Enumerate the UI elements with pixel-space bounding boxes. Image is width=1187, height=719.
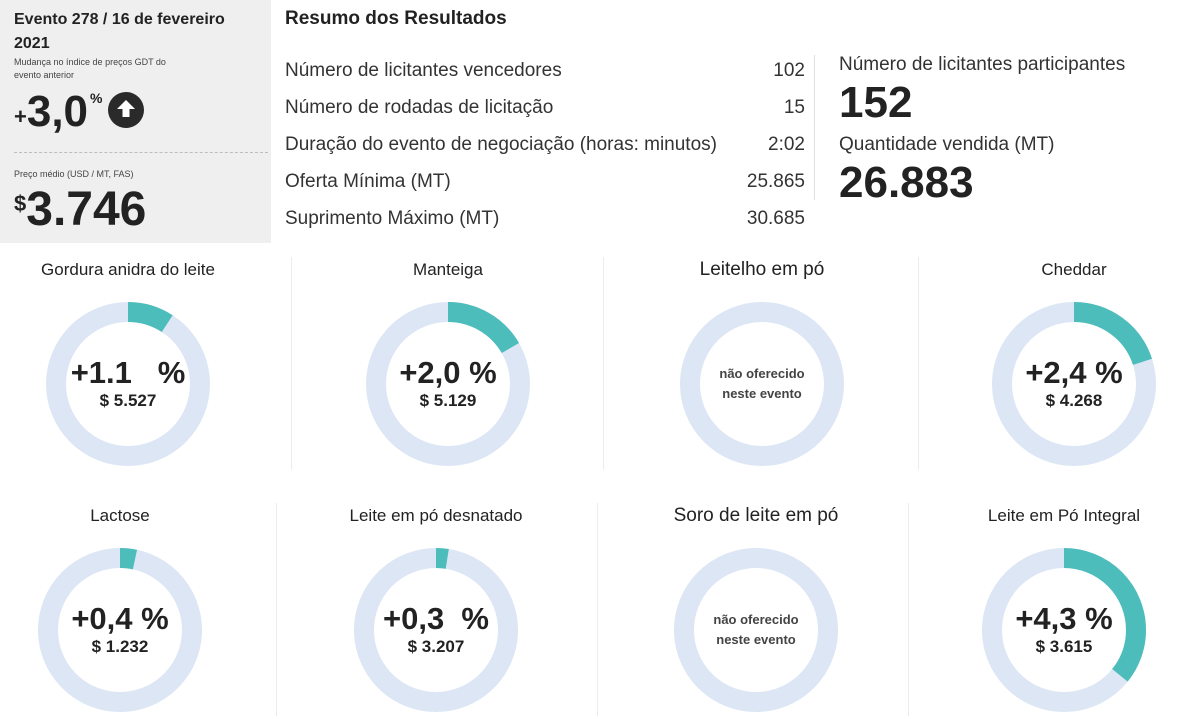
summary-row bbox=[285, 52, 805, 89]
change-value: 3,0 bbox=[26, 87, 89, 136]
price-currency: $ bbox=[14, 191, 27, 216]
sold-value: 26.883 bbox=[839, 158, 974, 207]
results-summary bbox=[285, 8, 805, 237]
product-price: $ 4.268 bbox=[1045, 391, 1103, 410]
change-label: Mudança no índice de preços GDT do evento anterior bbox=[14, 57, 166, 80]
product-change: +2,4 % bbox=[1025, 355, 1123, 390]
index-change bbox=[14, 88, 257, 136]
not-offered-line: não oferecido bbox=[713, 612, 799, 627]
product-change: +2,0 % bbox=[399, 355, 497, 390]
product-change: +0,4 % bbox=[71, 601, 169, 636]
product-card[interactable] bbox=[3, 257, 253, 487]
product-name: Soro de leite em pó bbox=[673, 505, 839, 526]
divider bbox=[814, 55, 815, 200]
divider bbox=[918, 257, 919, 470]
key-stats bbox=[839, 52, 1179, 212]
summary-row-label: Oferta Mínima (MT) bbox=[285, 171, 451, 192]
participants-label: Número de licitantes participantes bbox=[839, 54, 1126, 75]
product-name: Leite em pó desnatado bbox=[349, 506, 523, 525]
divider bbox=[14, 152, 268, 153]
product-card[interactable] bbox=[637, 257, 887, 487]
divider bbox=[597, 503, 598, 716]
product-card[interactable] bbox=[323, 257, 573, 487]
donut-chart bbox=[35, 545, 205, 715]
divider bbox=[276, 503, 277, 716]
donut-chart bbox=[351, 545, 521, 715]
product-change: +1.1 % bbox=[70, 355, 186, 390]
change-unit: % bbox=[90, 90, 103, 106]
product-price: $ 3.207 bbox=[407, 637, 465, 656]
product-price: $ 1.232 bbox=[91, 637, 149, 656]
not-offered-line: neste evento bbox=[716, 632, 796, 647]
summary-row-value: 30.685 bbox=[746, 208, 805, 229]
product-name: Cheddar bbox=[1041, 260, 1107, 279]
divider bbox=[603, 257, 604, 470]
product-card[interactable] bbox=[949, 257, 1187, 487]
product-card[interactable] bbox=[939, 503, 1187, 719]
summary-row bbox=[285, 200, 805, 237]
product-change: +0,3 % bbox=[383, 601, 489, 636]
summary-title: Resumo dos Resultados bbox=[285, 8, 507, 29]
summary-row-value: 15 bbox=[783, 97, 805, 118]
product-price: $ 5.129 bbox=[419, 391, 477, 410]
event-title: Evento 278 / 16 de fevereiro 2021 bbox=[14, 11, 225, 52]
summary-row-label: Número de rodadas de licitação bbox=[285, 97, 554, 118]
product-price: $ 5.527 bbox=[99, 391, 157, 410]
product-card[interactable] bbox=[631, 503, 881, 719]
summary-row-value: 2:02 bbox=[768, 134, 805, 155]
arrow-up-icon bbox=[108, 92, 144, 128]
product-price: $ 3.615 bbox=[1035, 637, 1093, 656]
donut-chart bbox=[989, 299, 1159, 469]
product-card[interactable] bbox=[311, 503, 561, 719]
summary-row-label: Suprimento Máximo (MT) bbox=[285, 208, 500, 229]
product-name: Gordura anidra do leite bbox=[41, 260, 215, 279]
change-sign: + bbox=[14, 104, 27, 129]
price-value: 3.746 bbox=[26, 183, 147, 236]
divider bbox=[908, 503, 909, 716]
summary-row-value: 102 bbox=[773, 60, 805, 81]
product-name: Leitelho em pó bbox=[699, 259, 825, 280]
summary-row bbox=[285, 89, 805, 126]
event-summary-panel bbox=[0, 0, 271, 243]
sold-label: Quantidade vendida (MT) bbox=[839, 134, 1055, 155]
not-offered-line: neste evento bbox=[722, 386, 802, 401]
summary-row-label: Número de licitantes vencedores bbox=[285, 60, 562, 81]
donut-chart bbox=[43, 299, 213, 469]
product-name: Lactose bbox=[90, 506, 150, 525]
summary-row bbox=[285, 126, 805, 163]
product-name: Leite em Pó Integral bbox=[987, 506, 1141, 525]
summary-row bbox=[285, 163, 805, 200]
product-name: Manteiga bbox=[413, 260, 483, 279]
not-offered-line: não oferecido bbox=[719, 366, 805, 381]
divider bbox=[291, 257, 292, 470]
not-offered-label bbox=[707, 364, 817, 404]
summary-row-value: 25.865 bbox=[746, 171, 805, 192]
donut-chart bbox=[363, 299, 533, 469]
donut-chart bbox=[677, 299, 847, 469]
participants-value: 152 bbox=[839, 78, 913, 127]
product-change: +4,3 % bbox=[1015, 601, 1113, 636]
not-offered-label bbox=[701, 610, 811, 650]
price-label: Preço médio (USD / MT, FAS) bbox=[14, 169, 134, 179]
summary-row-label: Duração do evento de negociação (horas: minutos) bbox=[285, 134, 717, 155]
product-card[interactable] bbox=[0, 503, 245, 719]
donut-chart bbox=[979, 545, 1149, 715]
average-price bbox=[14, 185, 257, 235]
donut-chart bbox=[671, 545, 841, 715]
